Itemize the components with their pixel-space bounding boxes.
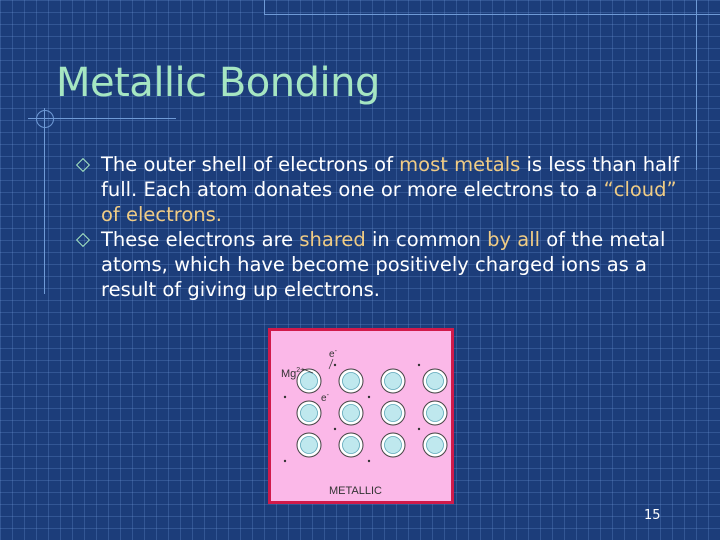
electron-dot [368,396,370,398]
slide-title: Metallic Bonding [56,60,380,106]
electron-label: e- [329,348,337,360]
metal-ion [339,401,363,425]
diamond-bullet-icon [76,158,90,172]
electron-dot [334,428,336,430]
diamond-bullet-icon [76,233,90,247]
ion-core [343,373,360,390]
electron-dot [418,428,420,430]
ion-core [427,373,444,390]
page-number: 15 [644,508,661,523]
right-decoration-line [696,0,697,170]
bullet-text-part: is less than half full. Each atom donates one or more electrons to a [101,153,680,201]
electron-dot [334,364,336,366]
ion-core [385,405,402,422]
bullet-item [76,152,686,227]
decoration-circle [36,110,54,128]
metal-ion [339,433,363,457]
metal-ion [381,433,405,457]
electron-dot [368,460,370,462]
ion-core [301,373,318,390]
ion-label: $Mg^{2+}$ [281,367,305,380]
metal-ion [381,401,405,425]
ion-core [385,437,402,454]
bullet-text-part: in common [365,228,488,251]
ion-core [301,437,318,454]
electron-dot [418,364,420,366]
electron-pointer-line [329,359,333,369]
electron-dot [284,396,286,398]
ion-core [427,405,444,422]
bullet-item [76,227,686,302]
figure-caption: METALLIC [329,485,382,497]
top-decoration-box [264,0,720,15]
ion-core [385,373,402,390]
metallic-lattice-diagram [271,331,451,501]
bullet-highlight: by all [487,228,541,251]
metal-ion [339,369,363,393]
ion-core [343,405,360,422]
bullet-text-part: of the metal atoms, which have become positively charged ions as a result of giving up electrons. [101,228,666,301]
left-decoration-line [44,108,45,294]
ion-core [301,405,318,422]
ion-core [343,437,360,454]
ion-core [427,437,444,454]
metal-ion [297,401,321,425]
metallic-bonding-figure [268,328,454,504]
metal-ion [381,369,405,393]
ion-lattice [297,369,447,457]
bullet-text-part: The outer shell of electrons of [101,153,400,176]
bullet-highlight: shared [299,228,366,251]
metal-ion [423,401,447,425]
metal-ion [297,433,321,457]
bullet-list [76,152,686,302]
bullet-text-part: These electrons are [101,228,300,251]
metal-ion [423,433,447,457]
electron-label-2: e- [321,392,329,404]
metal-ion [423,369,447,393]
electron-dot [284,460,286,462]
bullet-highlight: most metals [399,153,521,176]
bullet-highlight: “cloud” of electrons. [101,178,677,226]
